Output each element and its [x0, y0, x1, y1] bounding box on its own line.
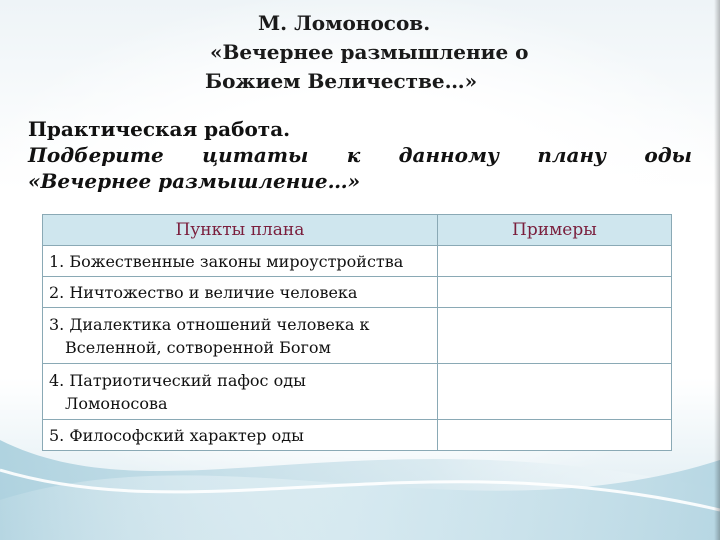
instruction-word: плану — [537, 143, 606, 167]
plan-item-cell — [43, 277, 438, 308]
example-cell[interactable] — [437, 420, 671, 451]
instruction-word: цитаты — [202, 143, 309, 167]
table-row — [43, 277, 672, 308]
table-row — [43, 364, 672, 420]
task-heading: Практическая работа. — [28, 117, 291, 141]
plan-item-cell — [43, 364, 438, 420]
plan-item-text: 2. Ничтожество и величие человека — [49, 282, 358, 302]
instruction-word: оды — [644, 143, 692, 167]
title-work-line2: Божием Величестве…» — [205, 69, 478, 93]
table-header-row — [43, 215, 672, 246]
frame-edge-shadow — [714, 0, 720, 540]
example-cell[interactable] — [437, 277, 671, 308]
plan-item-text: 3. Диалектика отношений человека к — [49, 314, 370, 334]
instruction-word: Подберите — [28, 143, 164, 167]
table-row — [43, 246, 672, 277]
plan-item-cell — [43, 246, 438, 277]
plan-item-text: 1. Божественные законы мироустройства — [49, 251, 404, 271]
plan-item-cell — [43, 420, 438, 451]
example-cell[interactable] — [437, 308, 671, 364]
instruction-word: к — [346, 143, 361, 167]
plan-item-cell — [43, 308, 438, 364]
table-row — [43, 420, 672, 451]
instruction-word: данному — [398, 143, 499, 167]
plan-item-text: 5. Философский характер оды — [49, 425, 304, 445]
plan-item-text-cont: Ломоносова — [65, 393, 168, 413]
plan-item-text-cont: Вселенной, сотворенной Богом — [65, 337, 331, 357]
table-row — [43, 308, 672, 364]
example-cell[interactable] — [437, 364, 671, 420]
plan-item-text: 4. Патриотический пафос оды — [49, 370, 306, 390]
task-instruction — [28, 142, 692, 168]
header-plan-points: Пункты плана — [43, 215, 438, 246]
header-examples: Примеры — [437, 215, 671, 246]
example-cell[interactable] — [437, 246, 671, 277]
task-block — [28, 116, 692, 194]
title-author: М. Ломоносов. — [258, 11, 431, 35]
task-instruction-line2: «Вечернее размышление…» — [28, 169, 361, 193]
plan-table — [42, 214, 672, 451]
title-work-line1: «Вечернее размышление о — [210, 40, 529, 64]
